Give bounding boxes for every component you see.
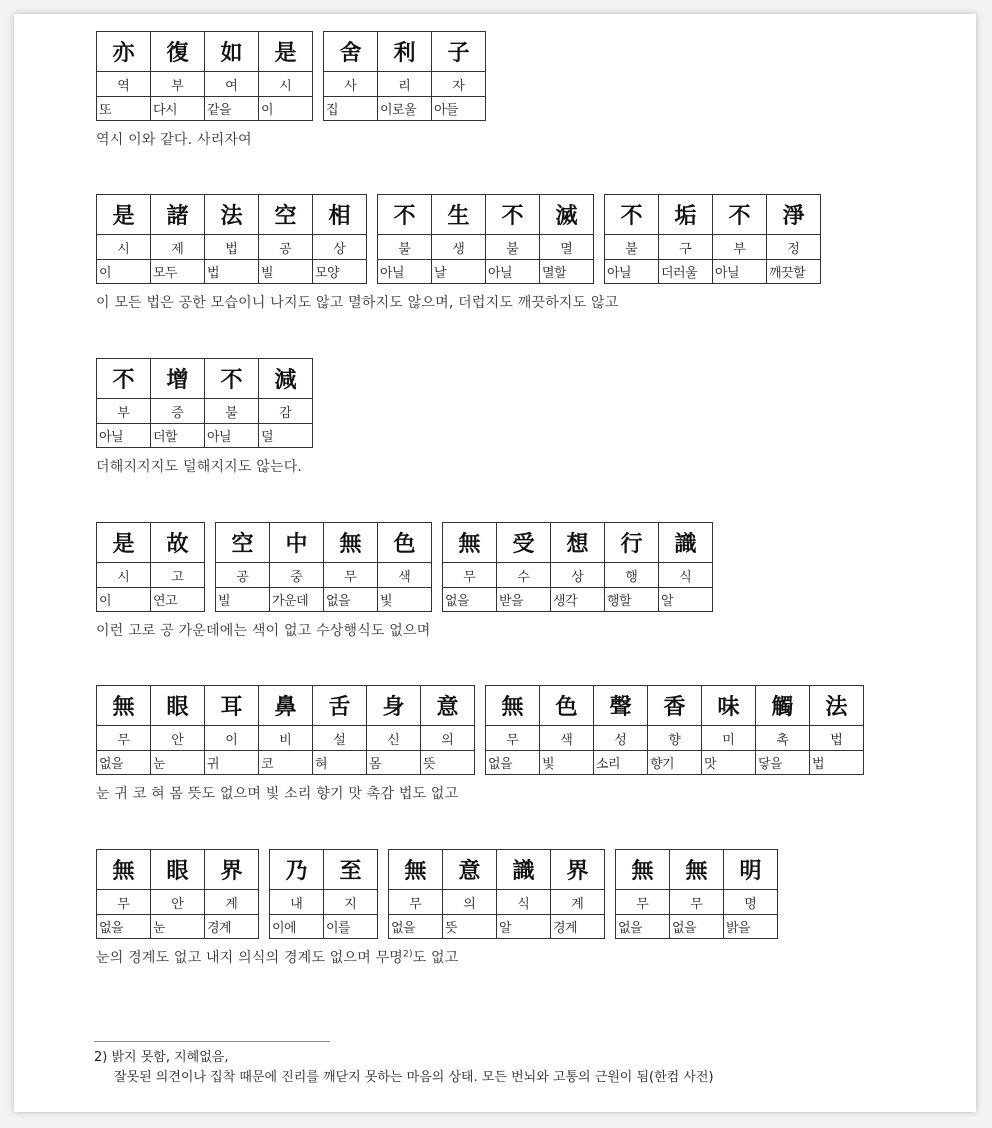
hanja-row xyxy=(97,359,313,399)
hanja-cell: 意 xyxy=(421,686,475,726)
hanja-cell: 是 xyxy=(97,195,151,235)
meaning-cell: 깨끗할 xyxy=(767,260,821,284)
reading-cell: 무 xyxy=(97,726,151,751)
meaning-cell: 덜 xyxy=(259,424,313,448)
hanja-cell: 不 xyxy=(605,195,659,235)
translation-tail: 도 없고 xyxy=(412,950,459,966)
hanja-table xyxy=(215,522,432,612)
korean-translation xyxy=(96,947,778,967)
reading-cell: 불 xyxy=(605,235,659,260)
reading-cell: 색 xyxy=(378,563,432,588)
korean-translation xyxy=(96,783,864,803)
reading-cell: 성 xyxy=(594,726,648,751)
reading-cell: 자 xyxy=(432,72,486,97)
hanja-table-group xyxy=(96,194,821,284)
meaning-cell: 빌 xyxy=(216,588,270,612)
footnote-separator xyxy=(94,1041,330,1042)
meaning-cell: 없을 xyxy=(670,915,724,939)
hanja-row xyxy=(605,195,821,235)
meaning-cell: 멸할 xyxy=(540,260,594,284)
meaning-cell: 없을 xyxy=(389,915,443,939)
reading-cell: 무 xyxy=(389,890,443,915)
reading-cell: 내 xyxy=(270,890,324,915)
hanja-row xyxy=(324,32,486,72)
hanja-cell: 味 xyxy=(702,686,756,726)
hanja-row xyxy=(97,195,367,235)
translation-text: 역시 이와 같다. 사리자여 xyxy=(96,132,252,148)
reading-cell: 사 xyxy=(324,72,378,97)
hanja-cell: 減 xyxy=(259,359,313,399)
hanja-cell: 增 xyxy=(151,359,205,399)
reading-cell: 멸 xyxy=(540,235,594,260)
reading-cell: 여 xyxy=(205,72,259,97)
meaning-row xyxy=(97,588,205,612)
hanja-cell: 是 xyxy=(97,523,151,563)
meaning-cell: 없을 xyxy=(616,915,670,939)
reading-row xyxy=(97,235,367,260)
hanja-table xyxy=(96,358,313,448)
hanja-cell: 不 xyxy=(97,359,151,399)
meaning-row xyxy=(270,915,378,939)
reading-row xyxy=(605,235,821,260)
hanja-cell: 想 xyxy=(551,523,605,563)
footnote xyxy=(94,1048,714,1088)
meaning-cell: 혀 xyxy=(313,751,367,775)
hanja-table xyxy=(96,522,205,612)
document-page xyxy=(14,14,976,1112)
hanja-cell: 無 xyxy=(97,850,151,890)
meaning-row xyxy=(97,424,313,448)
hanja-row xyxy=(486,686,864,726)
reading-cell: 무 xyxy=(670,890,724,915)
reading-cell: 계 xyxy=(551,890,605,915)
meaning-cell: 이로울 xyxy=(378,97,432,121)
hanja-table xyxy=(377,194,594,284)
hanja-row xyxy=(443,523,713,563)
hanja-cell: 滅 xyxy=(540,195,594,235)
hanja-cell: 色 xyxy=(378,523,432,563)
meaning-cell: 뜻 xyxy=(421,751,475,775)
hanja-cell: 空 xyxy=(216,523,270,563)
meaning-cell: 아닐 xyxy=(713,260,767,284)
reading-cell: 생 xyxy=(432,235,486,260)
hanja-table-group xyxy=(96,685,864,775)
hanja-table xyxy=(96,194,367,284)
hanja-cell: 受 xyxy=(497,523,551,563)
hanja-cell: 諸 xyxy=(151,195,205,235)
hanja-cell: 觸 xyxy=(756,686,810,726)
reading-cell: 공 xyxy=(259,235,313,260)
hanja-row xyxy=(616,850,778,890)
hanja-row xyxy=(378,195,594,235)
footnote-line-2: 잘못된 의견이나 집착 때문에 진리를 깨닫지 못하는 마음의 상태. 모든 번뇌와 고통의 근원이 됨(한컴 사전) xyxy=(114,1070,714,1085)
korean-translation xyxy=(96,456,313,476)
hanja-row xyxy=(216,523,432,563)
meaning-cell: 더할 xyxy=(151,424,205,448)
meaning-cell: 아닐 xyxy=(205,424,259,448)
meaning-cell: 모두 xyxy=(151,260,205,284)
reading-cell: 불 xyxy=(378,235,432,260)
reading-row xyxy=(378,235,594,260)
meaning-row xyxy=(97,751,475,775)
hanja-cell: 不 xyxy=(378,195,432,235)
translation-text: 이런 고로 공 가운데에는 색이 없고 수상행식도 없으며 xyxy=(96,623,431,639)
hanja-cell: 無 xyxy=(324,523,378,563)
hanja-cell: 無 xyxy=(616,850,670,890)
meaning-row xyxy=(324,97,486,121)
hanja-table xyxy=(96,685,475,775)
reading-row xyxy=(97,726,475,751)
reading-cell: 계 xyxy=(205,890,259,915)
meaning-row xyxy=(616,915,778,939)
reading-row xyxy=(97,890,259,915)
meaning-cell: 뜻 xyxy=(443,915,497,939)
hanja-row xyxy=(97,32,313,72)
meaning-cell: 눈 xyxy=(151,751,205,775)
meaning-row xyxy=(486,751,864,775)
hanja-table-group xyxy=(96,31,486,121)
reading-cell: 정 xyxy=(767,235,821,260)
hanja-row xyxy=(97,850,259,890)
hanja-cell: 復 xyxy=(151,32,205,72)
meaning-cell: 다시 xyxy=(151,97,205,121)
hanja-cell: 法 xyxy=(205,195,259,235)
hanja-cell: 利 xyxy=(378,32,432,72)
hanja-cell: 不 xyxy=(205,359,259,399)
meaning-cell: 빛 xyxy=(378,588,432,612)
reading-row xyxy=(616,890,778,915)
hanja-cell: 亦 xyxy=(97,32,151,72)
reading-cell: 불 xyxy=(486,235,540,260)
reading-cell: 상 xyxy=(551,563,605,588)
meaning-cell: 없을 xyxy=(97,751,151,775)
reading-cell: 무 xyxy=(443,563,497,588)
hanja-cell: 淨 xyxy=(767,195,821,235)
meaning-cell: 법 xyxy=(810,751,864,775)
meaning-cell: 없을 xyxy=(324,588,378,612)
reading-cell: 설 xyxy=(313,726,367,751)
hanja-cell: 鼻 xyxy=(259,686,313,726)
hanja-table xyxy=(615,849,778,939)
reading-cell: 미 xyxy=(702,726,756,751)
hanja-cell: 耳 xyxy=(205,686,259,726)
reading-cell: 구 xyxy=(659,235,713,260)
reading-cell: 향 xyxy=(648,726,702,751)
reading-cell: 시 xyxy=(97,563,151,588)
hanja-cell: 子 xyxy=(432,32,486,72)
hanja-cell: 是 xyxy=(259,32,313,72)
hanja-cell: 中 xyxy=(270,523,324,563)
hanja-row xyxy=(97,686,475,726)
meaning-cell: 받을 xyxy=(497,588,551,612)
hanja-table xyxy=(388,849,605,939)
hanja-table xyxy=(442,522,713,612)
meaning-cell: 없을 xyxy=(97,915,151,939)
meaning-row xyxy=(97,97,313,121)
meaning-cell: 법 xyxy=(205,260,259,284)
hanja-row xyxy=(270,850,378,890)
hanja-cell: 如 xyxy=(205,32,259,72)
meaning-cell: 또 xyxy=(97,97,151,121)
hanja-cell: 香 xyxy=(648,686,702,726)
meaning-cell: 이 xyxy=(97,260,151,284)
hanja-table xyxy=(604,194,821,284)
hanja-table xyxy=(485,685,864,775)
hanja-cell: 行 xyxy=(605,523,659,563)
reading-cell: 식 xyxy=(497,890,551,915)
meaning-cell: 아닐 xyxy=(605,260,659,284)
hanja-cell: 無 xyxy=(97,686,151,726)
reading-cell: 시 xyxy=(259,72,313,97)
hanja-table-group xyxy=(96,849,778,939)
reading-cell: 식 xyxy=(659,563,713,588)
reading-cell: 역 xyxy=(97,72,151,97)
hanja-table-group xyxy=(96,358,313,448)
reading-cell: 불 xyxy=(205,399,259,424)
meaning-cell: 알 xyxy=(659,588,713,612)
reading-cell: 제 xyxy=(151,235,205,260)
reading-cell: 무 xyxy=(324,563,378,588)
meaning-cell: 알 xyxy=(497,915,551,939)
hanja-cell: 無 xyxy=(670,850,724,890)
hanja-cell: 垢 xyxy=(659,195,713,235)
reading-cell: 색 xyxy=(540,726,594,751)
meaning-cell: 이 xyxy=(97,588,151,612)
verse-section xyxy=(96,31,486,149)
verse-section xyxy=(96,194,821,312)
reading-cell: 감 xyxy=(259,399,313,424)
reading-cell: 비 xyxy=(259,726,313,751)
translation-text: 더해지지지도 덜해지지도 않는다. xyxy=(96,459,303,475)
reading-cell: 무 xyxy=(486,726,540,751)
meaning-cell: 경계 xyxy=(205,915,259,939)
hanja-cell: 乃 xyxy=(270,850,324,890)
reading-cell: 법 xyxy=(810,726,864,751)
reading-cell: 부 xyxy=(97,399,151,424)
hanja-cell: 無 xyxy=(443,523,497,563)
meaning-cell: 가운데 xyxy=(270,588,324,612)
hanja-table xyxy=(96,849,259,939)
hanja-cell: 舍 xyxy=(324,32,378,72)
reading-cell: 안 xyxy=(151,726,205,751)
hanja-row xyxy=(97,523,205,563)
hanja-cell: 故 xyxy=(151,523,205,563)
meaning-cell: 같을 xyxy=(205,97,259,121)
hanja-cell: 識 xyxy=(497,850,551,890)
reading-row xyxy=(443,563,713,588)
hanja-cell: 意 xyxy=(443,850,497,890)
korean-translation xyxy=(96,292,821,312)
reading-cell: 지 xyxy=(324,890,378,915)
reading-cell: 부 xyxy=(713,235,767,260)
hanja-cell: 身 xyxy=(367,686,421,726)
reading-row xyxy=(97,399,313,424)
meaning-cell: 소리 xyxy=(594,751,648,775)
reading-cell: 안 xyxy=(151,890,205,915)
hanja-cell: 界 xyxy=(205,850,259,890)
meaning-row xyxy=(389,915,605,939)
footnote-ref[interactable]: 2) xyxy=(403,949,413,960)
footnote-line-1: 2) 밝지 못함, 지혜없음, xyxy=(94,1050,229,1065)
reading-cell: 부 xyxy=(151,72,205,97)
meaning-cell: 빌 xyxy=(259,260,313,284)
reading-cell: 공 xyxy=(216,563,270,588)
hanja-cell: 至 xyxy=(324,850,378,890)
hanja-table xyxy=(269,849,378,939)
korean-translation xyxy=(96,620,713,640)
meaning-row xyxy=(97,915,259,939)
hanja-cell: 色 xyxy=(540,686,594,726)
meaning-cell: 없을 xyxy=(486,751,540,775)
reading-row xyxy=(97,563,205,588)
meaning-cell: 빛 xyxy=(540,751,594,775)
hanja-cell: 無 xyxy=(389,850,443,890)
meaning-cell: 아닐 xyxy=(486,260,540,284)
meaning-cell: 경계 xyxy=(551,915,605,939)
hanja-row xyxy=(389,850,605,890)
meaning-cell: 생각 xyxy=(551,588,605,612)
verse-section xyxy=(96,522,713,640)
meaning-cell: 닿을 xyxy=(756,751,810,775)
meaning-cell: 아닐 xyxy=(97,424,151,448)
hanja-cell: 生 xyxy=(432,195,486,235)
reading-cell: 의 xyxy=(421,726,475,751)
reading-cell: 신 xyxy=(367,726,421,751)
meaning-cell: 없을 xyxy=(443,588,497,612)
reading-cell: 무 xyxy=(616,890,670,915)
hanja-table-group xyxy=(96,522,713,612)
meaning-cell: 행할 xyxy=(605,588,659,612)
reading-row xyxy=(216,563,432,588)
hanja-cell: 不 xyxy=(713,195,767,235)
meaning-cell: 이를 xyxy=(324,915,378,939)
reading-cell: 이 xyxy=(205,726,259,751)
meaning-cell: 날 xyxy=(432,260,486,284)
verse-section xyxy=(96,358,313,476)
translation-text: 이 모든 법은 공한 모습이니 나지도 않고 멸하지도 않으며, 더럽지도 깨끗하지도 않고 xyxy=(96,295,619,311)
hanja-cell: 明 xyxy=(724,850,778,890)
meaning-row xyxy=(605,260,821,284)
reading-row xyxy=(97,72,313,97)
reading-cell: 촉 xyxy=(756,726,810,751)
translation-text: 눈의 경계도 없고 내지 의식의 경계도 없으며 무명 xyxy=(96,950,404,966)
hanja-cell: 空 xyxy=(259,195,313,235)
meaning-cell: 귀 xyxy=(205,751,259,775)
meaning-cell: 맛 xyxy=(702,751,756,775)
reading-cell: 상 xyxy=(313,235,367,260)
verse-section xyxy=(96,685,864,803)
hanja-table xyxy=(323,31,486,121)
translation-text: 눈 귀 코 혀 몸 뜻도 없으며 빛 소리 향기 맛 촉감 법도 없고 xyxy=(96,786,459,802)
meaning-cell: 더러울 xyxy=(659,260,713,284)
hanja-cell: 無 xyxy=(486,686,540,726)
reading-cell: 무 xyxy=(97,890,151,915)
meaning-cell: 이에 xyxy=(270,915,324,939)
reading-row xyxy=(324,72,486,97)
reading-cell: 리 xyxy=(378,72,432,97)
meaning-cell: 향기 xyxy=(648,751,702,775)
hanja-cell: 舌 xyxy=(313,686,367,726)
hanja-cell: 眼 xyxy=(151,850,205,890)
reading-cell: 명 xyxy=(724,890,778,915)
hanja-cell: 識 xyxy=(659,523,713,563)
hanja-cell: 眼 xyxy=(151,686,205,726)
meaning-cell: 아닐 xyxy=(378,260,432,284)
reading-cell: 시 xyxy=(97,235,151,260)
meaning-cell: 코 xyxy=(259,751,313,775)
meaning-row xyxy=(443,588,713,612)
meaning-row xyxy=(216,588,432,612)
reading-cell: 행 xyxy=(605,563,659,588)
meaning-row xyxy=(97,260,367,284)
hanja-cell: 法 xyxy=(810,686,864,726)
hanja-cell: 不 xyxy=(486,195,540,235)
reading-cell: 법 xyxy=(205,235,259,260)
korean-translation xyxy=(96,129,486,149)
hanja-cell: 聲 xyxy=(594,686,648,726)
reading-cell: 증 xyxy=(151,399,205,424)
meaning-cell: 눈 xyxy=(151,915,205,939)
hanja-table xyxy=(96,31,313,121)
meaning-cell: 아들 xyxy=(432,97,486,121)
meaning-cell: 모양 xyxy=(313,260,367,284)
reading-cell: 중 xyxy=(270,563,324,588)
reading-cell: 고 xyxy=(151,563,205,588)
meaning-cell: 이 xyxy=(259,97,313,121)
reading-row xyxy=(486,726,864,751)
meaning-cell: 몸 xyxy=(367,751,421,775)
hanja-cell: 界 xyxy=(551,850,605,890)
reading-cell: 수 xyxy=(497,563,551,588)
reading-row xyxy=(270,890,378,915)
reading-cell: 의 xyxy=(443,890,497,915)
reading-row xyxy=(389,890,605,915)
meaning-row xyxy=(378,260,594,284)
meaning-cell: 집 xyxy=(324,97,378,121)
meaning-cell: 연고 xyxy=(151,588,205,612)
hanja-cell: 相 xyxy=(313,195,367,235)
verse-section xyxy=(96,849,778,967)
meaning-cell: 밝을 xyxy=(724,915,778,939)
